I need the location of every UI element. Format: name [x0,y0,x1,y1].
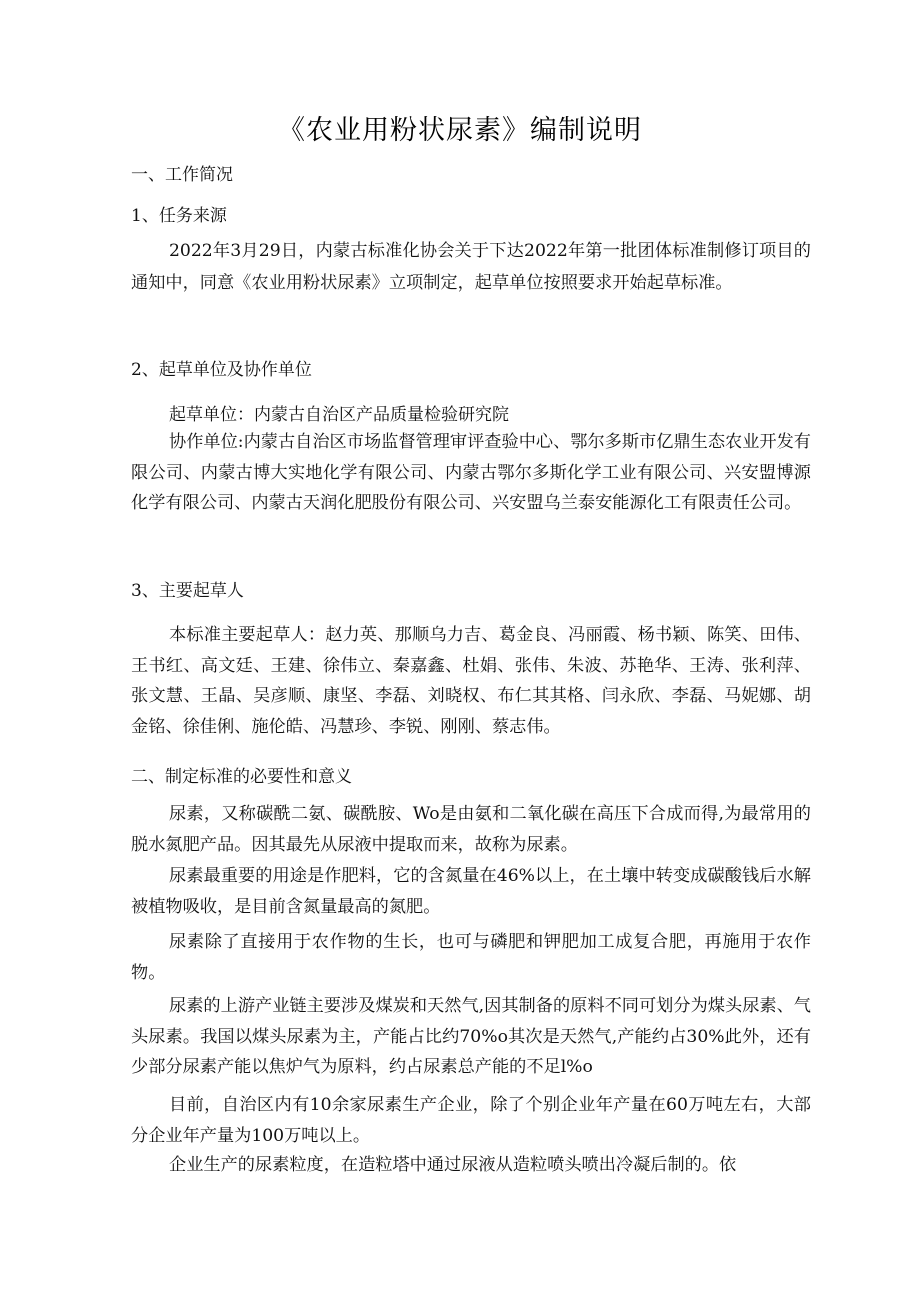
section-1-heading: 一、工作简况 [131,165,233,185]
compound-fertilizer-paragraph: 尿素除了直接用于农作物的生长，也可与磷肥和钾肥加工成复合肥，再施用于农作物。 [131,932,811,983]
drafting-unit-line: 起草单位：内蒙古自治区产品质量检验研究院 [169,405,509,425]
industry-chain-paragraph: 尿素的上游产业链主要涉及煤炭和天然气,因其制备的原料不同可划分为煤头尿素、气头尿素。我国以煤头尿素为主，产能占比约70%o其次是天然气,产能约占30%此外，还有少部分尿素产能以焦炉气为原料，约占尿素总产能的不足l%o [131,996,811,1077]
urea-usage-paragraph: 尿素最重要的用途是作肥料，它的含氮量在46%以上，在土壤中转变成碳酸钱后水解被植物吸收，是目前含氮量最高的氮肥。 [131,866,811,917]
urea-intro-paragraph: 尿素，又称碳酰二氨、碳酰胺、Wo是由氨和二氧化碳在高压下合成而得,为最常用的脱水氮肥产品。因其最先从尿液中提取而来，故称为尿素。 [131,804,811,855]
main-drafters-paragraph: 本标准主要起草人：赵力英、那顺乌力吉、葛金良、冯丽霞、杨书颖、陈笑、田伟、王书红、高文廷、王建、徐伟立、秦嘉鑫、杜娟、张伟、朱波、苏艳华、王涛、张利萍、张文慧、王晶、吴彦顺、康坚、李磊、刘晓权、布仁其其格、闫永欣、李磊、马妮娜、胡金铭、徐佳俐、施伦皓、冯慧珍、李锐、刚刚、蔡志伟。 [131,625,811,737]
section-2-heading: 二、制定标准的必要性和意义 [131,767,352,787]
cooperating-units-paragraph: 协作单位:内蒙古自治区市场监督管理审评查验中心、鄂尔多斯市亿鼎生态农业开发有限公司、内蒙古博大实地化学有限公司、内蒙古鄂尔多斯化学工业有限公司、兴安盟博源化学有限公司、内蒙古天润化肥股份有限公司、兴安盟乌兰泰安能源化工有限责任公司。 [131,432,811,513]
region-producers-paragraph: 目前，自治区内有10余家尿素生产企业，除了个别企业年产量在60万吨左右，大部分企业年产量为100万吨以上。 [131,1095,811,1146]
section-1-3-heading: 3、主要起草人 [131,581,244,601]
task-source-paragraph: 2022年3月29日，内蒙古标准化协会关于下达2022年第一批团体标准制修订项目的通知中，同意《农业用粉状尿素》立项制定，起草单位按照要求开始起草标准。 [131,241,811,293]
granule-size-paragraph: 企业生产的尿素粒度，在造粒塔中通过尿液从造粒喷头喷出冷凝后制的。依 [169,1155,737,1175]
section-1-2-heading: 2、起草单位及协作单位 [131,360,312,380]
section-1-1-heading: 1、任务来源 [131,206,227,226]
document-title: 《农业用粉状尿素》编制说明 [278,115,642,146]
